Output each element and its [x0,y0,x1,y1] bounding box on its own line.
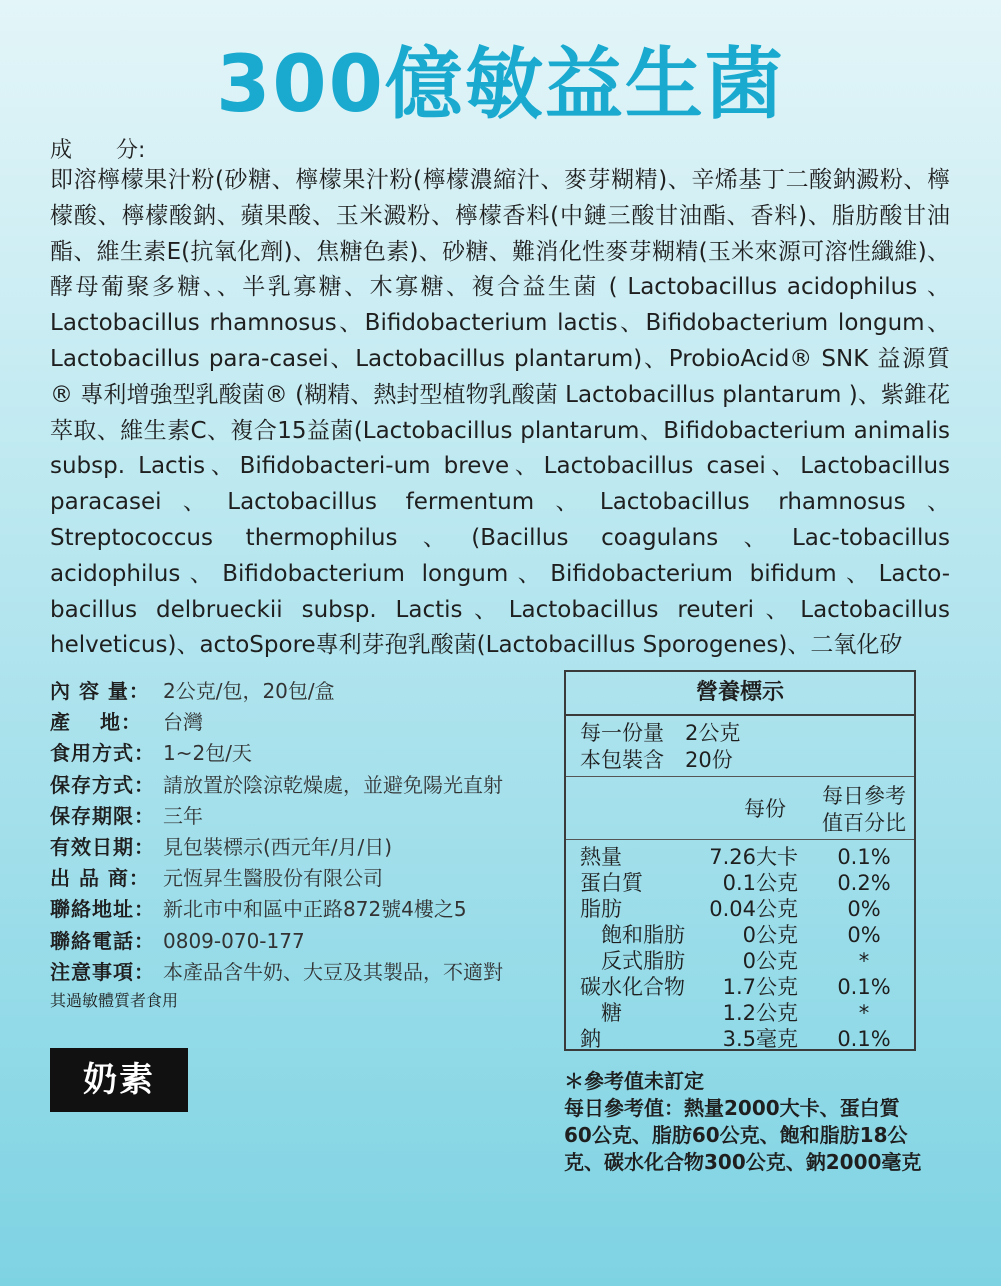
nutrition-row [566,974,914,1000]
nutrition-row [566,844,914,870]
nutrition-row [566,1026,914,1052]
spec-value: 0809-070-177 [163,928,305,953]
spec-key: 聯絡電話： [50,928,155,953]
spec-row [50,707,530,738]
spec-value: 台灣 [163,710,203,735]
nutrient-name: 反式脂肪 [580,949,685,973]
spec-key: 保存期限： [50,803,155,828]
nutrition-title: 營養標示 [566,672,914,716]
nutrient-name: 鈉 [580,1027,601,1051]
nutrition-header [566,777,914,840]
nutrient-amount: 7.26大卡 [709,845,798,869]
nutrient-pct: 0.2% [837,871,891,895]
spec-key: 食用方式： [50,741,155,766]
col-daily-line1: 每日參考 [822,784,906,808]
nutrient-amount: 3.5毫克 [722,1027,798,1051]
spec-key: 注意事項： [50,959,155,984]
spec-row [50,894,530,925]
spec-value: 見包裝標示(西元年/月/日) [163,834,393,859]
spec-row [50,770,530,801]
nutrition-table [564,670,916,1051]
nutrition-notes [564,1068,924,1176]
col-daily-pct [822,783,906,837]
spec-value: 1~2包/天 [163,741,252,766]
serving-size: 每一份量 2公克 [580,721,741,745]
vegetarian-badge: 奶素 [50,1048,188,1112]
spec-value: 本產品含牛奶、大豆及其製品，不適對 [163,959,503,984]
spec-key: 出 品 商： [50,866,150,891]
servings-per-pack: 本包裝含 20份 [580,748,733,772]
nutrient-name: 熱量 [580,845,622,869]
nutrient-pct: * [858,949,870,973]
ingredients-label-a: 成 [50,138,73,163]
ingredients-label-b: 分: [116,138,146,163]
note-daily-reference: 每日參考值：熱量2000大卡、蛋白質60公克、脂肪60公克、飽和脂肪18公克、碳水化合物300公克、鈉2000毫克 [564,1096,922,1174]
spec-row [50,926,530,957]
nutrient-amount: 1.7公克 [722,975,798,999]
spec-value: 請放置於陰涼乾燥處，並避免陽光直射 [163,772,503,797]
nutrient-pct: 0.1% [837,975,891,999]
spec-key: 保存方式： [50,772,155,797]
nutrient-name: 蛋白質 [580,871,643,895]
nutrient-pct: 0.1% [837,1027,891,1051]
col-per-serving: 每份 [744,797,786,821]
nutrient-amount: 0公克 [742,949,798,973]
nutrition-rows [566,840,914,1052]
spec-value: 新北市中和區中正路872號4樓之5 [163,897,467,922]
spec-key: 聯絡地址： [50,897,155,922]
spec-row [50,832,530,863]
nutrient-name: 脂肪 [580,897,622,921]
spec-row [50,738,530,769]
product-title: 300億敏益生菌 [216,40,785,130]
spec-row [50,957,530,988]
spec-value: 2公克/包，20包/盒 [163,679,335,703]
spec-row [50,801,530,832]
nutrient-pct: 0% [847,923,881,947]
spec-value-continued: 其過敏體質者食用 [50,990,179,1010]
spec-value: 元恆昇生醫股份有限公司 [163,866,383,891]
nutrient-pct: 0% [847,897,881,921]
nutrition-row [566,870,914,896]
nutrient-name: 飽和脂肪 [580,923,685,947]
nutrition-row [566,1000,914,1026]
spec-list [50,676,530,1011]
nutrition-row [566,948,914,974]
nutrient-name: 碳水化合物 [580,975,685,999]
nutrition-row [566,896,914,922]
nutrient-amount: 0公克 [742,923,798,947]
nutrient-amount: 0.1公克 [722,871,798,895]
spec-value: 三年 [163,803,203,828]
nutrient-name: 糖 [580,1001,622,1025]
spec-key: 有效日期： [50,834,155,859]
serving-info [566,716,914,777]
spec-row [50,676,530,707]
nutrient-pct: * [858,1001,870,1025]
nutrient-amount: 0.04公克 [709,897,798,921]
col-daily-line2: 值百分比 [822,811,906,835]
ingredients-text: 即溶檸檬果汁粉(砂糖、檸檬果汁粉(檸檬濃縮汁、麥芽糊精)、辛烯基丁二酸鈉澱粉、檸檬酸、檸檬酸鈉、蘋果酸、玉米澱粉、檸檬香料(中鏈三酸甘油酯、香料)、脂肪酸甘油酯、維生素E(抗氧化劑)、焦糖色素)、砂糖、難消化性麥芽糊精(玉米來源可溶性纖維)、酵母葡聚多糖、、半乳寡糖、木寡糖、複合益生菌 ( Lactobacillus acidophilus 、 Lactobacillus rhamnosus、Bifidobacterium lactis、Bifidobacterium longum、Lactobacillus para-casei、Lactobacillus plantarum)、ProbioAcid® SNK 益源質® 專利增強型乳酸菌® (糊精、熱封型植物乳酸菌 Lactobacillus plantarum )、紫錐花萃取、維生素C、複合15益菌(Lactobacillus plantarum、Bifidobacterium animalis subsp. Lactis、Bifidobacteri-um breve、Lactobacillus casei、Lactobacillus paracasei、Lactobacillus fermentum、Lactobacillus rhamnosus、Streptococcus thermophilus、(Bacillus coagulans、Lac-tobacillus acidophilus、Bifidobacterium longum、Bifidobacterium bifidum、Lacto-bacillus delbrueckii subsp. Lactis、Lactobacillus reuteri、Lactobacillus helveticus)、actoSpore專利芽孢乳酸菌(Lactobacillus Sporogenes)、二氧化矽 [50,167,950,659]
nutrient-pct: 0.1% [837,845,891,869]
nutrient-amount: 1.2公克 [722,1001,798,1025]
nutrition-row [566,922,914,948]
spec-row [50,863,530,894]
note-not-set: ＊參考值未訂定 [564,1069,704,1093]
spec-key: 產 地： [50,710,142,735]
spec-key: 內 容 量： [50,679,150,703]
ingredients-label [50,133,145,164]
